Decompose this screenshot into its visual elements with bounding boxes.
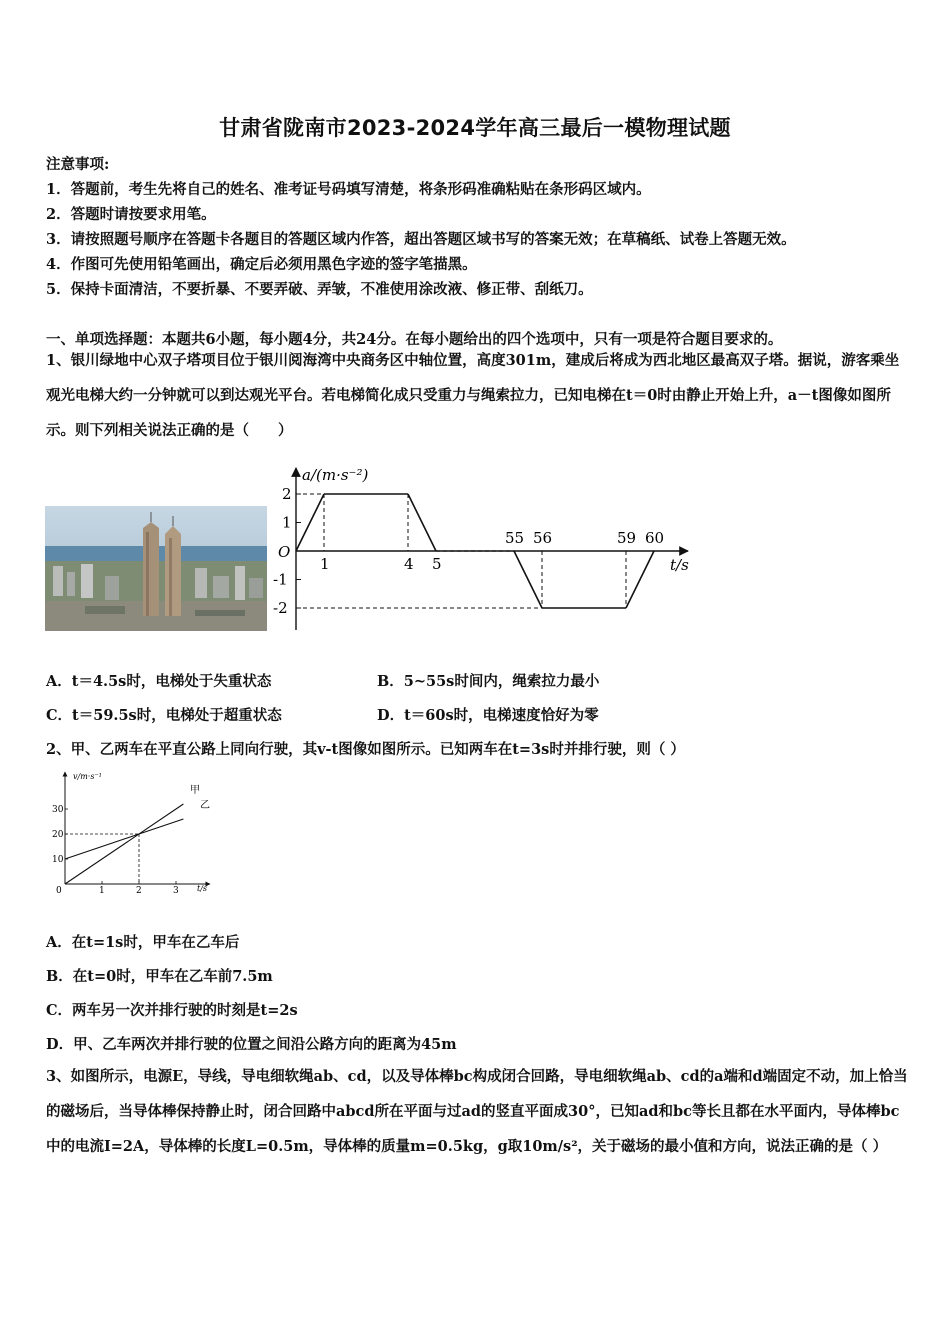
velocity-time-graph	[40, 768, 230, 896]
vt-x-tick-label: 2	[136, 886, 142, 896]
q2-option-c[interactable]: C．两车另一次并排行驶的时刻是t=2s	[46, 1002, 298, 1019]
notice-item: 1．答题前，考生先将自己的姓名、准考证号码填写清楚，将条形码准确粘贴在条形码区域内。	[46, 181, 651, 198]
at-segment	[626, 551, 654, 608]
vt-series-line-甲	[65, 804, 183, 884]
vt-y-tick-label: 20	[52, 830, 64, 840]
q1-option-a[interactable]: A．t＝4.5s时，电梯处于失重状态	[46, 673, 272, 690]
at-segment	[514, 551, 542, 608]
vt-y-tick-label: 30	[52, 805, 64, 815]
notice-item: 4．作图可先使用铅笔画出，确定后必须用黑色字迹的签字笔描黑。	[46, 256, 477, 273]
question-1-stem: 1、银川绿地中心双子塔项目位于银川阅海湾中央商务区中轴位置，高度301m，建成后将成为西北地区最高双子塔。据说，游客乘坐观光电梯大约一分钟就可以到达观光平台。若电梯简化成只受重力与绳索拉力，已知电梯在t＝0时由静止开始上升，a－t图像如图所示。则下列相关说法正确的是（ ）	[46, 352, 900, 439]
notice-item: 2．答题时请按要求用笔。	[46, 206, 216, 223]
q2-option-a[interactable]: A．在t=1s时，甲车在乙车后	[46, 934, 240, 951]
question-2-stem: 2、甲、乙两车在平直公路上同向行驶，其v-t图像如图所示。已知两车在t=3s时并排行驶，则（ ）	[46, 741, 685, 758]
q1-option-d[interactable]: D．t＝60s时，电梯速度恰好为零	[377, 707, 599, 724]
x-axis-label: t/s	[670, 556, 689, 574]
q2-option-d[interactable]: D．甲、乙车两次并排行驶的位置之间沿公路方向的距离为45m	[46, 1036, 457, 1053]
at-x-tick-label: 4	[404, 555, 414, 573]
at-y-tick-label: -2	[273, 599, 288, 617]
vt-x-label: t/s	[197, 884, 208, 893]
acceleration-time-graph	[270, 458, 700, 633]
vt-series-line-乙	[65, 819, 183, 859]
at-x-tick-label: 1	[320, 555, 330, 573]
series-a-label: 甲	[190, 785, 200, 796]
y-axis-label: a/(m·s⁻²)	[302, 466, 369, 484]
q2-option-b[interactable]: B．在t=0时，甲车在乙车前7.5m	[46, 968, 273, 985]
series-b-label: 乙	[200, 800, 210, 811]
at-segment	[408, 494, 436, 551]
at-x-tick-label: 56	[533, 529, 553, 547]
twin-towers-photo	[45, 506, 267, 631]
notice-item: 3．请按照题号顺序在答题卡各题目的答题区域内作答，超出答题区域书写的答案无效；在草稿纸、试卷上答题无效。	[46, 231, 796, 248]
q1-option-c[interactable]: C．t＝59.5s时，电梯处于超重状态	[46, 707, 282, 724]
at-x-tick-label: 60	[645, 529, 665, 547]
at-y-tick-label: 2	[282, 485, 292, 503]
vt-x-tick-label: 0	[56, 886, 62, 896]
at-y-tick-label: 1	[282, 513, 292, 532]
vt-y-tick-label: 10	[52, 855, 64, 865]
page-title: 甘肃省陇南市2023-2024学年高三最后一模物理试题	[219, 116, 731, 140]
q1-option-b[interactable]: B．5~55s时间内，绳索拉力最小	[377, 673, 600, 690]
vt-y-label: v/m·s⁻¹	[73, 772, 102, 781]
at-x-tick-label: 5	[432, 555, 442, 573]
question-3-stem: 3、如图所示，电源E，导线，导电细软绳ab、cd，以及导体棒bc构成闭合回路，导电细软绳ab、cd的a端和d端固定不动，加上恰当的磁场后，当导体棒保持静止时，闭合回路中abcd所在平面与过ad的竖直平面成30°，已知ad和bc等长且都在水平面内，导体棒bc中的电流I=2A，导体棒的长度L=0.5m，导体棒的质量m=0.5kg，g取10m/s²，关于磁场的最小值和方向，说法正确的是（ ）	[46, 1068, 908, 1155]
vt-x-tick-label: 1	[99, 886, 105, 896]
origin-label: O	[278, 543, 291, 561]
notice-item: 5．保持卡面清洁，不要折暴、不要弄破、弄皱，不准使用涂改液、修正带、刮纸刀。	[46, 281, 593, 298]
at-y-tick-label: -1	[273, 570, 288, 589]
vt-x-tick-label: 3	[173, 886, 179, 896]
notice-heading: 注意事项:	[46, 156, 110, 173]
at-x-tick-label: 59	[617, 529, 637, 547]
section-heading: 一、单项选择题：本题共6小题，每小题4分，共24分。在每小题给出的四个选项中，只有一项是符合题目要求的。	[46, 331, 783, 348]
at-x-tick-label: 55	[505, 529, 525, 547]
